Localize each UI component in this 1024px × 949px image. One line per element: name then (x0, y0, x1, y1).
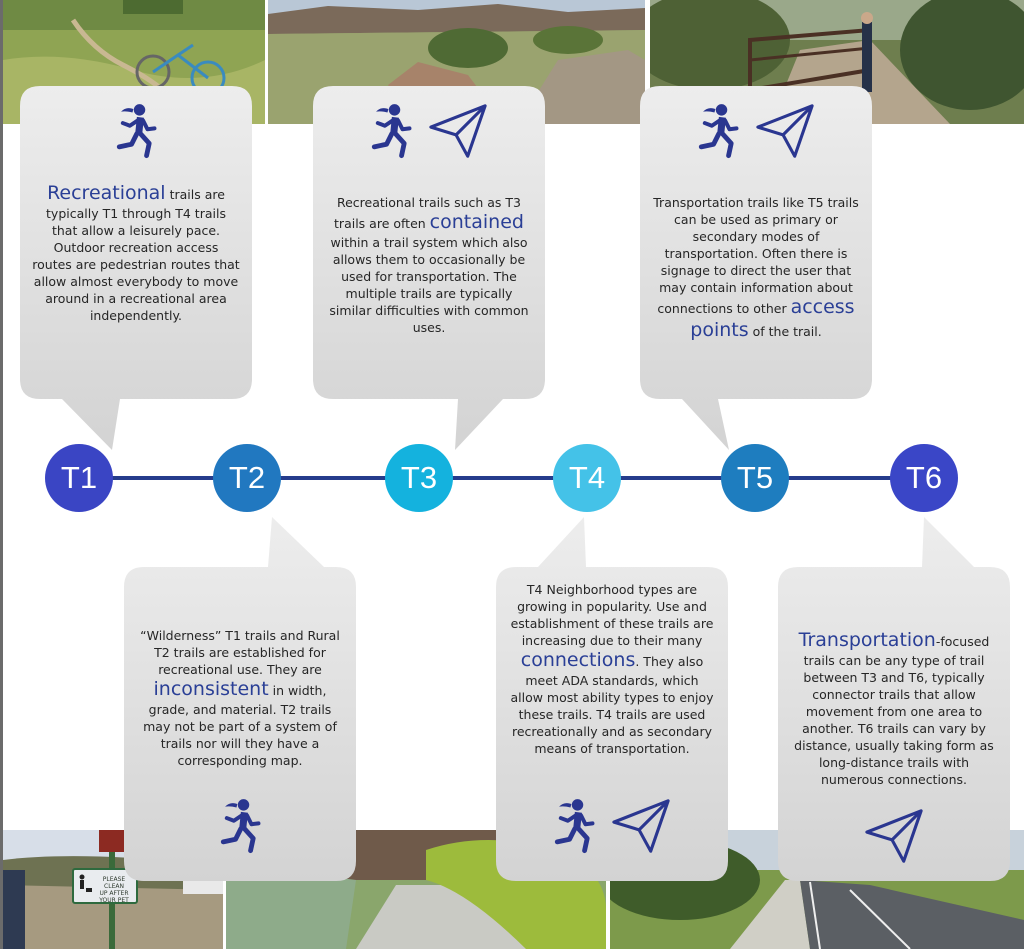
node-t1: T1 (45, 444, 113, 512)
bubble-t4-highlight: connections (520, 649, 636, 671)
bubble-t2-text-a: “Wilderness” T1 trails and Rural T2 trails are established for recreational use. They are (140, 628, 340, 677)
bubble-t2 (124, 517, 356, 881)
paper-plane-icon (610, 795, 672, 857)
sign-line-1: PLEASE CLEAN (102, 876, 126, 890)
bubble-t4 (496, 517, 728, 881)
bubble-t4-text-a: T4 Neighborhood types are growing in popularity. Use and establishment of these trails are increasing due to their many (510, 582, 714, 648)
node-t6: T6 (890, 444, 958, 512)
dog-walker-icon (77, 874, 93, 896)
bubble-t3 (313, 86, 545, 451)
node-t3: T3 (385, 444, 453, 512)
bubble-t6-text: -focused trails can be any type of trail between T3 and T6, typically connector trails that allow movement from one area to another. T6 trails can vary by distance, usually taking form as long-distance trails with numerous connections. (794, 634, 994, 787)
left-frame-border (0, 0, 3, 949)
bubble-t2-highlight: inconsistent (153, 678, 269, 700)
bubble-t5 (640, 86, 872, 451)
bubble-t1-text: trails are typically T1 through T4 trails that allow a leisurely pace. Outdoor recreation access routes are pedestrian routes that allow almost everybody to move around in a recreational area independently. (32, 187, 240, 323)
bubble-t4-text-b: . They also meet ADA standards, which allow most ability types to enjoy these trails. T4 trails are used recreationally and as secondary means of transportation. (510, 654, 714, 756)
runner-icon (218, 795, 262, 857)
node-t2: T2 (213, 444, 281, 512)
bubble-t5-text-b: of the trail. (748, 324, 822, 339)
runner-icon (552, 795, 596, 857)
node-t4: T4 (553, 444, 621, 512)
sign-line-2: UP AFTER (99, 890, 129, 897)
bubble-t5-text-a: Transportation trails like T5 trails can be used as primary or secondary modes of transportation. Often there is signage to direct the user that may contain information about connections to other (653, 195, 859, 316)
bubble-t3-text-a: Recreational trails such as T3 trails are often (334, 195, 522, 231)
paper-plane-icon (863, 805, 925, 867)
bubble-t2-text-b: in width, grade, and material. T2 trails may not be part of a system of trails nor will they have a corresponding map. (143, 683, 337, 768)
timeline-line (78, 476, 926, 480)
runner-icon (369, 100, 413, 162)
bubble-t6 (778, 517, 1010, 881)
runner-icon (696, 100, 740, 162)
bubble-t3-highlight: contained (429, 211, 524, 233)
runner-icon (114, 100, 158, 162)
paper-plane-icon (754, 100, 816, 162)
paper-plane-icon (427, 100, 489, 162)
bubble-t1-highlight: Recreational (47, 182, 166, 204)
bubble-t1 (20, 86, 252, 451)
bubble-t3-text-b: within a trail system which also allows them to occasionally be used for transportation. The multiple trails are typically similar difficulties with common uses. (329, 235, 529, 335)
node-t5: T5 (721, 444, 789, 512)
bubble-t5-highlight: access points (690, 296, 855, 341)
sign-line-3: YOUR PET (99, 897, 129, 904)
bubble-t6-highlight: Transportation (798, 629, 936, 651)
